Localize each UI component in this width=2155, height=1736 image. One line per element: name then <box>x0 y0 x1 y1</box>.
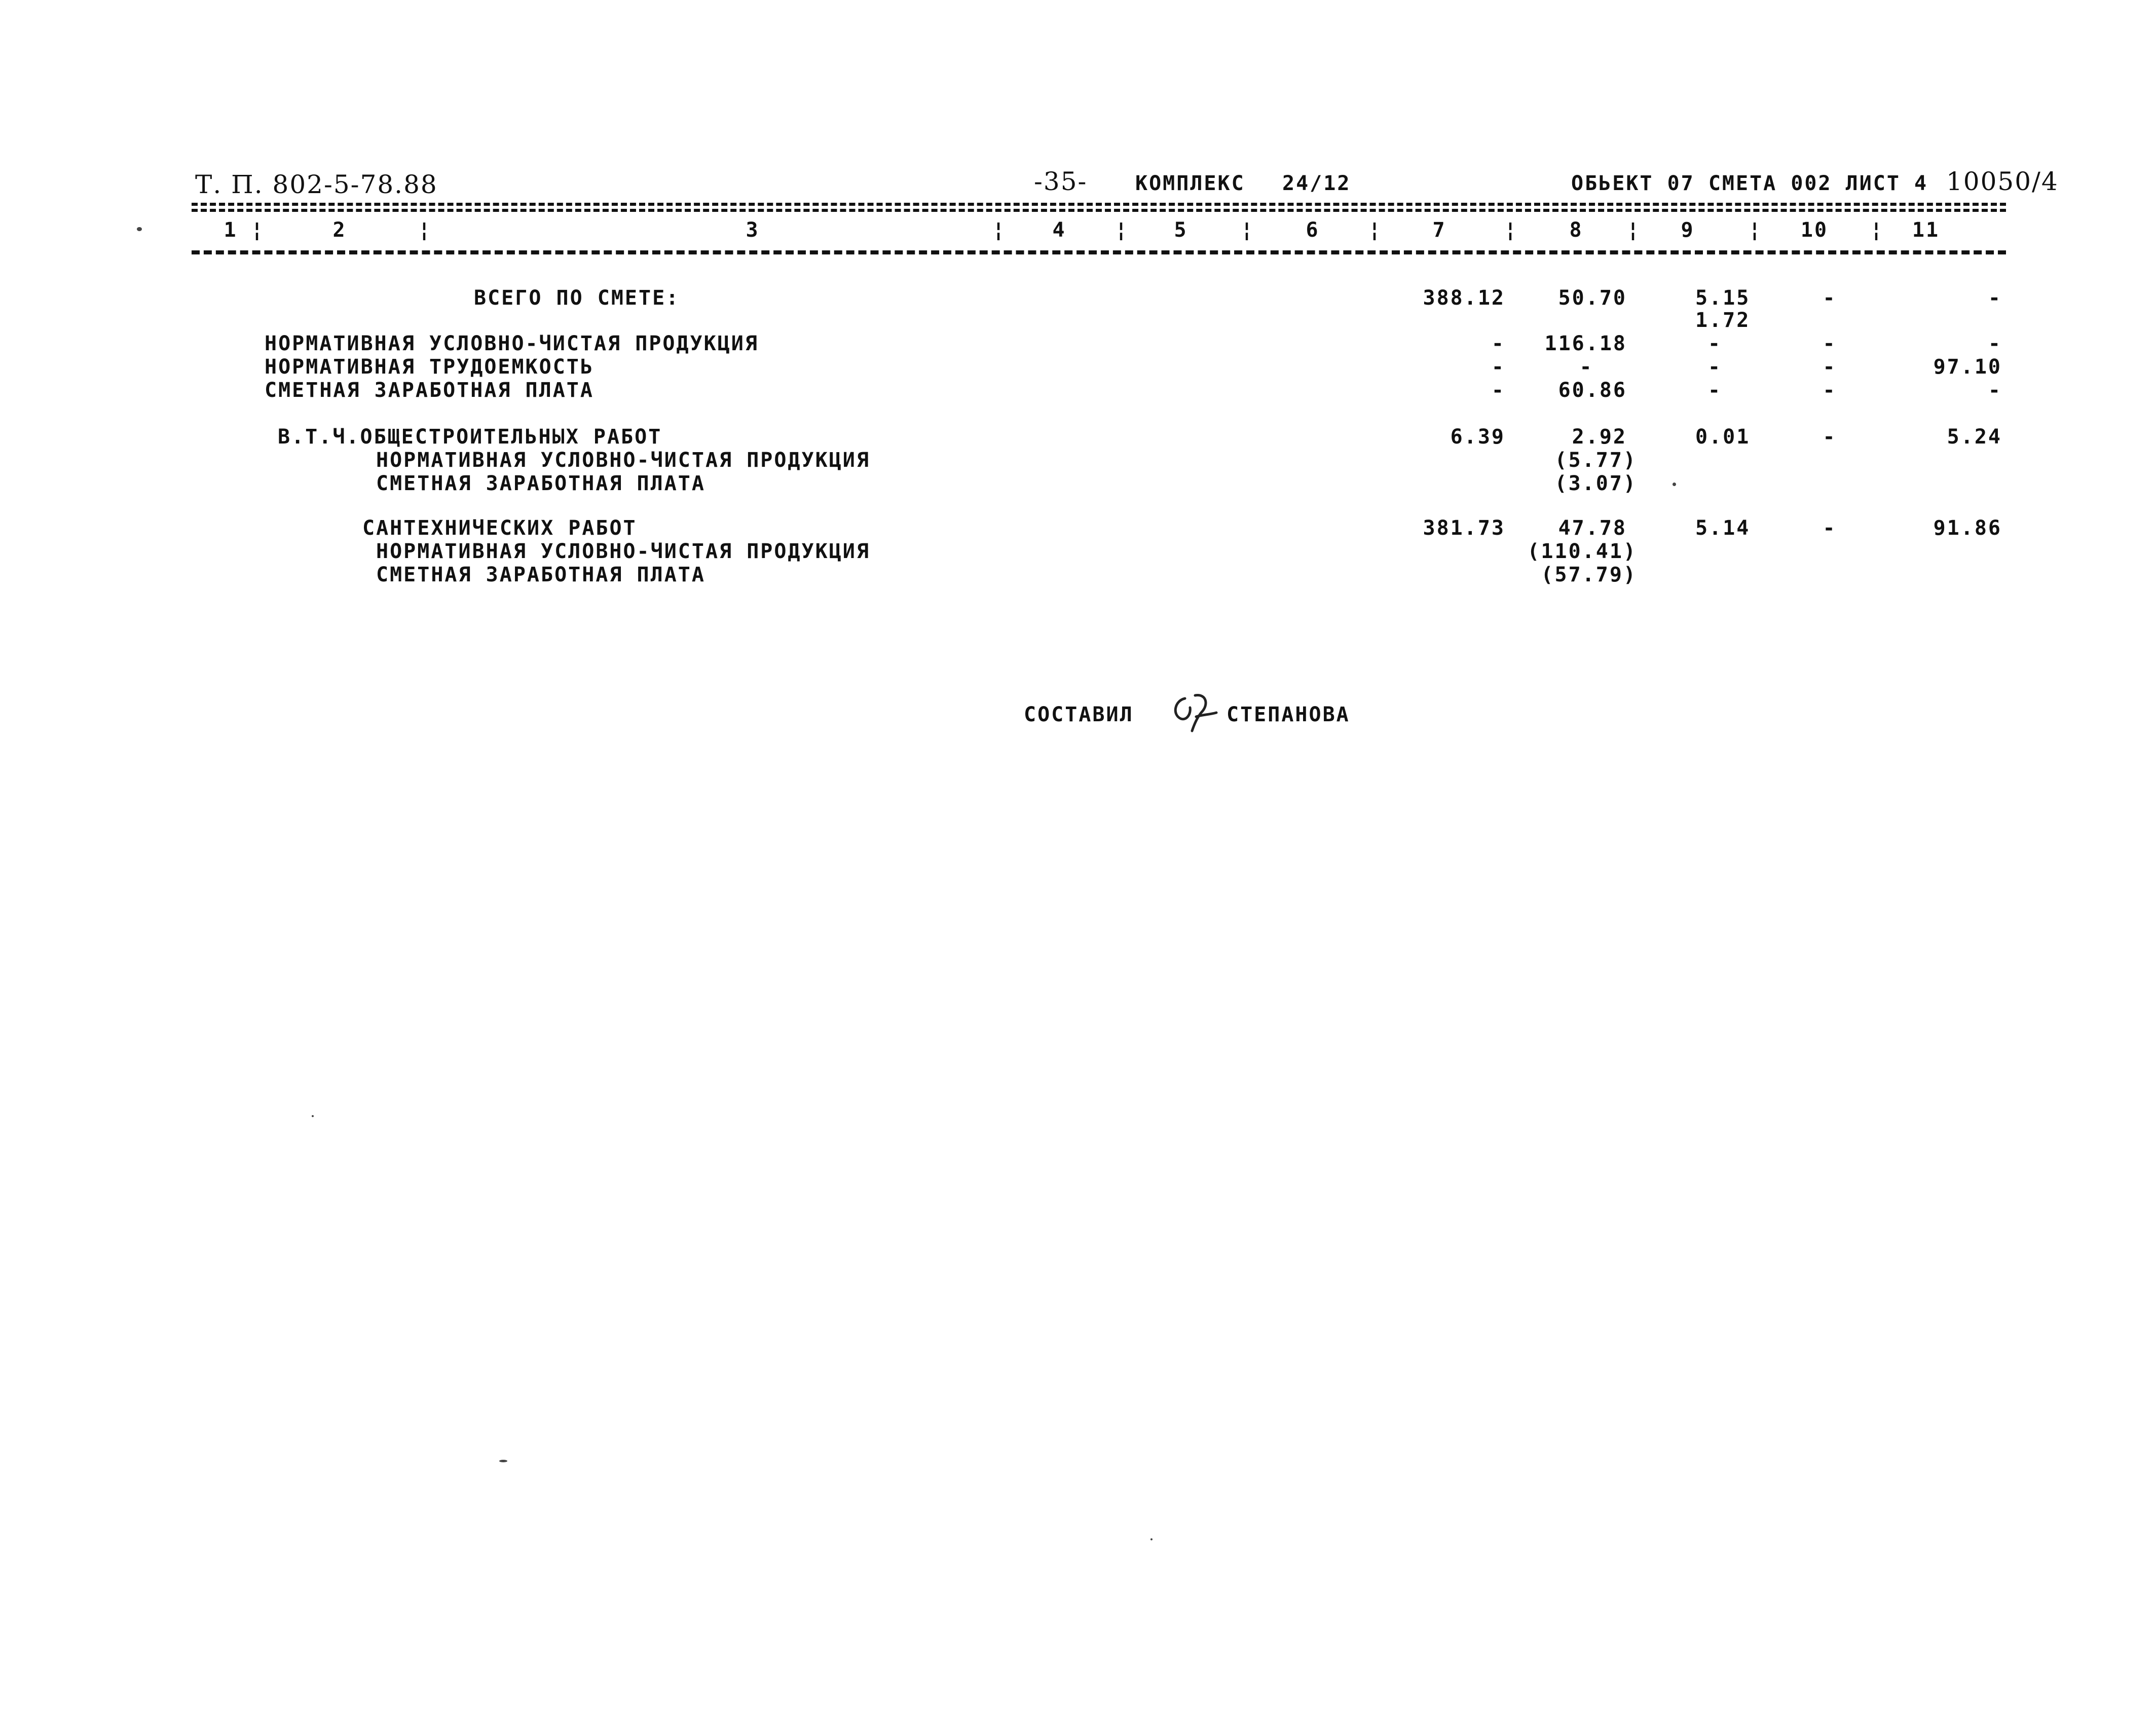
cell-col8: (110.41) <box>1527 540 1637 563</box>
cell-col10: - <box>1823 355 1837 379</box>
row-label: СМЕТНАЯ ЗАРАБОТНАЯ ПЛАТА <box>265 379 594 402</box>
cell-col9: - <box>1708 379 1722 402</box>
cell-col7: - <box>1491 379 1505 402</box>
column-number: 1 <box>224 218 238 242</box>
column-separator: ¦ <box>1504 218 1517 242</box>
cell-col10: - <box>1823 332 1837 355</box>
header-rule-top-2 <box>192 209 2006 212</box>
cell-col10: - <box>1823 425 1837 449</box>
scan-speck <box>137 227 142 231</box>
cell-col9: 5.15 <box>1695 286 1751 310</box>
cell-col8: - <box>1579 355 1593 379</box>
cell-col8: 60.86 <box>1558 379 1627 402</box>
column-separator: ¦ <box>992 218 1005 242</box>
column-number: 5 <box>1174 218 1188 242</box>
cell-col8: 116.18 <box>1544 332 1627 355</box>
column-separator: ¦ <box>1241 218 1253 242</box>
row-label: НОРМАТИВНАЯ ТРУДОЕМКОСТЬ <box>265 355 594 379</box>
cell-col11: - <box>1988 379 2002 402</box>
column-number: 9 <box>1681 218 1695 242</box>
cell-col10: - <box>1823 379 1837 402</box>
column-separator: ¦ <box>1115 218 1128 242</box>
cell-col8: 2.92 <box>1572 425 1627 449</box>
compiler-name: СТЕПАНОВА <box>1227 703 1350 726</box>
signature <box>1166 689 1221 735</box>
cell-col11: - <box>1988 332 2002 355</box>
cell-col9: - <box>1708 355 1722 379</box>
cell-col9-second: 1.72 <box>1695 309 1751 332</box>
cell-col7: 381.73 <box>1423 516 1505 540</box>
column-number: 6 <box>1306 218 1320 242</box>
object-info: ОБЬЕКТ 07 СМЕТА 002 ЛИСТ 4 <box>1571 172 1928 195</box>
column-number: 10 <box>1800 218 1829 242</box>
column-number: 2 <box>332 218 347 242</box>
scan-speck <box>499 1460 507 1462</box>
cell-col9: 0.01 <box>1695 425 1751 449</box>
complex-value: 24/12 <box>1282 172 1351 195</box>
scan-speck <box>1673 483 1676 486</box>
column-separator: ¦ <box>1627 218 1640 242</box>
page-number: -35- <box>1034 167 1088 196</box>
column-separator: ¦ <box>1870 218 1883 242</box>
cell-col8: 47.78 <box>1558 516 1627 540</box>
cell-col7: - <box>1491 332 1505 355</box>
cell-col11: 97.10 <box>1933 355 2002 379</box>
header-rule-top <box>192 203 2006 206</box>
scan-speck <box>1150 1538 1153 1540</box>
row-label: НОРМАТИВНАЯ УСЛОВНО-ЧИСТАЯ ПРОДУКЦИЯ <box>376 540 870 563</box>
column-separator: ¦ <box>1368 218 1381 242</box>
cell-col11: 5.24 <box>1947 425 2002 449</box>
scan-speck <box>312 1115 314 1117</box>
cell-col7: 6.39 <box>1450 425 1505 449</box>
column-number: 11 <box>1912 218 1940 242</box>
complex-label: КОМПЛЕКС <box>1135 172 1245 195</box>
cell-col7: - <box>1491 355 1505 379</box>
column-number: 8 <box>1569 218 1583 242</box>
cell-col7: 388.12 <box>1423 286 1505 310</box>
cell-col10: - <box>1823 286 1837 310</box>
column-separator: ¦ <box>418 218 431 242</box>
compiled-by-label: СОСТАВИЛ <box>1024 703 1134 726</box>
column-number: 3 <box>746 218 760 242</box>
column-separator: ¦ <box>1749 218 1761 242</box>
column-number: 4 <box>1052 218 1066 242</box>
row-label: ВСЕГО ПО СМЕТЕ: <box>474 286 680 310</box>
cell-col9: - <box>1708 332 1722 355</box>
row-label: НОРМАТИВНАЯ УСЛОВНО-ЧИСТАЯ ПРОДУКЦИЯ <box>265 332 759 355</box>
cell-col10: - <box>1823 516 1837 540</box>
cell-col8: (57.79) <box>1541 563 1637 586</box>
document-number: 10050/4 <box>1946 167 2059 196</box>
cell-col11: - <box>1988 286 2002 310</box>
column-separator: ¦ <box>251 218 264 242</box>
header-rule-bottom <box>192 250 2006 254</box>
row-label: СМЕТНАЯ ЗАРАБОТНАЯ ПЛАТА <box>376 563 705 586</box>
row-label: СМЕТНАЯ ЗАРАБОТНАЯ ПЛАТА <box>376 472 705 495</box>
cell-col9: 5.14 <box>1695 516 1751 540</box>
cell-col8: (3.07) <box>1554 472 1637 495</box>
cell-col11: 91.86 <box>1933 516 2002 540</box>
row-label: НОРМАТИВНАЯ УСЛОВНО-ЧИСТАЯ ПРОДУКЦИЯ <box>376 449 870 472</box>
cell-col8: (5.77) <box>1554 449 1637 472</box>
project-code: Т. П. 802-5-78.88 <box>195 170 438 199</box>
row-label: В.Т.Ч.ОБЩЕСТРОИТЕЛЬНЫХ РАБОТ <box>278 425 662 449</box>
cell-col8: 50.70 <box>1558 286 1627 310</box>
column-number: 7 <box>1432 218 1446 242</box>
row-label: САНТЕХНИЧЕСКИХ РАБОТ <box>362 516 637 540</box>
